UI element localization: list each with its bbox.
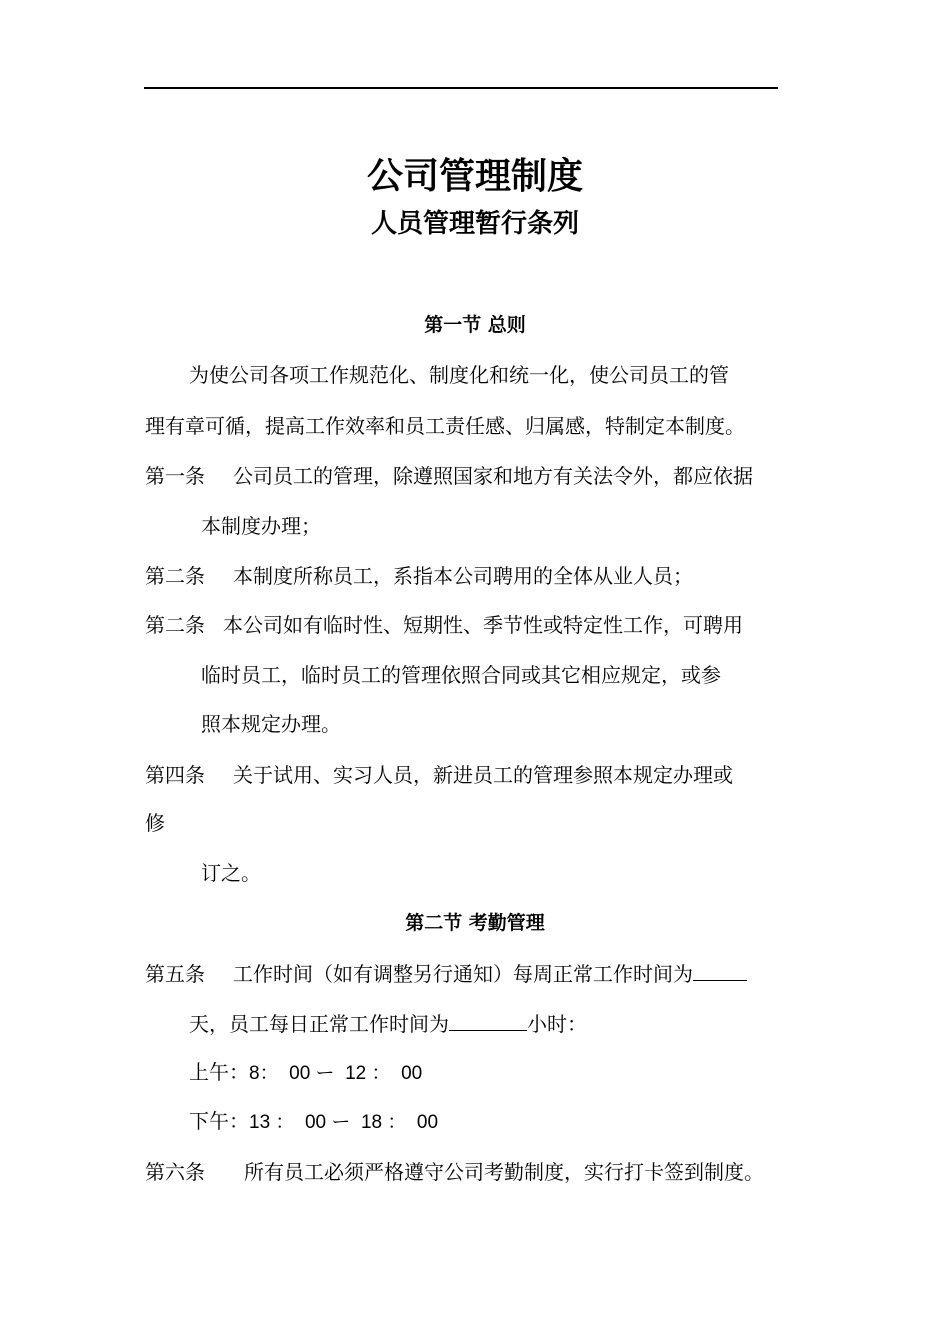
article-text: 小时： xyxy=(527,1012,587,1036)
article-3 xyxy=(145,610,743,640)
days-blank-field[interactable] xyxy=(693,958,747,981)
schedule-afternoon xyxy=(189,1106,438,1138)
article-label: 第一条 xyxy=(145,464,205,488)
schedule-label: 下午： xyxy=(189,1109,249,1133)
article-text: 照本规定办理。 xyxy=(201,712,341,736)
header-rule xyxy=(144,87,778,89)
article-text: 天，员工每日正常工作时间为 xyxy=(189,1012,449,1036)
article-label: 第二条 xyxy=(145,613,205,637)
document-title: 公司管理制度 xyxy=(366,156,583,197)
article-text: 订之。 xyxy=(201,861,261,885)
article-5-continued xyxy=(189,1008,587,1039)
article-text: 关于试用、实习人员，新进员工的管理参照本规定办理或 xyxy=(233,763,733,787)
article-text: 公司员工的管理，除遵照国家和地方有关法令外，都应依据 xyxy=(233,464,753,488)
article-label: 第二条 xyxy=(145,564,205,588)
article-label: 第四条 xyxy=(145,763,205,787)
article-label: 第六条 xyxy=(145,1160,205,1184)
article-text: 本制度办理； xyxy=(201,514,321,538)
article-label: 第五条 xyxy=(145,962,205,986)
article-6 xyxy=(145,1157,764,1187)
intro-paragraph-line: 理有章可循，提高工作效率和员工责任感、归属感，特制定本制度。 xyxy=(145,414,745,438)
article-4 xyxy=(145,760,733,790)
article-text: 本公司如有临时性、短期性、季节性或特定性工作，可聘用 xyxy=(223,613,743,637)
intro-paragraph-line: 为使公司各项工作规范化、制度化和统一化，使公司员工的管 xyxy=(189,363,729,387)
document-subtitle: 人员管理暂行条列 xyxy=(370,209,579,239)
article-text: 临时员工，临时员工的管理依照合同或其它相应规定，或参 xyxy=(201,663,721,687)
article-2 xyxy=(145,561,693,591)
hours-blank-field[interactable] xyxy=(449,1008,527,1031)
schedule-time: 13 ： 00 ー 18 ： 00 xyxy=(249,1112,439,1133)
article-text: 所有员工必须严格遵守公司考勤制度，实行打卡签到制度。 xyxy=(244,1160,764,1184)
schedule-label: 上午： xyxy=(189,1060,249,1084)
article-text: 工作时间（如有调整另行通知）每周正常工作时间为 xyxy=(233,962,693,986)
section-heading-attendance: 第二节 考勤管理 xyxy=(405,912,545,934)
article-5 xyxy=(145,958,747,989)
schedule-morning xyxy=(189,1057,422,1089)
article-text: 修 xyxy=(145,811,165,835)
article-1 xyxy=(145,461,753,491)
schedule-time: 8： 00 ー 12 ： 00 xyxy=(249,1063,423,1084)
section-heading-general: 第一节 总则 xyxy=(424,314,526,336)
article-text: 本制度所称员工，系指本公司聘用的全体从业人员； xyxy=(233,564,693,588)
